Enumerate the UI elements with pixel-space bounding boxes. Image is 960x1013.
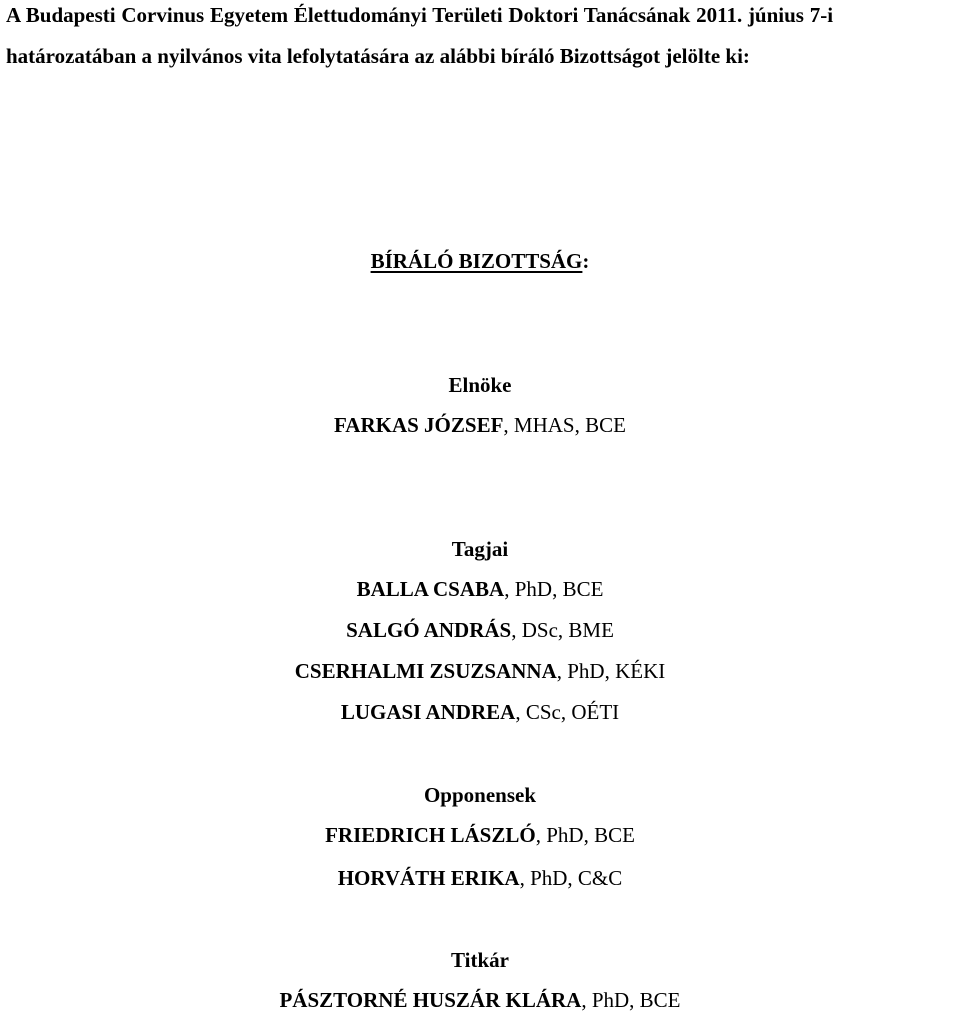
secretary-entry <box>0 987 960 1013</box>
member-name: SALGÓ ANDRÁS <box>346 618 512 642</box>
chair-name: FARKAS JÓZSEF <box>334 413 504 437</box>
member-entry <box>0 617 960 643</box>
opponent-suffix: , PhD, BCE <box>535 823 635 847</box>
member-entry <box>0 699 960 725</box>
member-name: BALLA CSABA <box>356 577 505 601</box>
member-suffix: , PhD, BCE <box>504 577 604 601</box>
committee-heading-text: BÍRÁLÓ BIZOTTSÁG <box>370 249 583 273</box>
opponent-name: FRIEDRICH LÁSZLÓ <box>325 823 536 847</box>
committee-heading-colon: : <box>582 249 590 273</box>
intro-line-1: A Budapesti Corvinus Egyetem Élettudományi Területi Doktori Tanácsának 2011. június 7-i <box>6 3 834 27</box>
member-name: LUGASI ANDREA <box>340 700 516 724</box>
opponent-suffix: , PhD, C&C <box>519 866 623 890</box>
chair-entry <box>0 412 960 438</box>
opponent-entry <box>0 865 960 891</box>
chair-label: Elnöke <box>448 373 512 397</box>
opponent-name: HORVÁTH ERIKA <box>337 866 520 890</box>
secretary-label: Titkár <box>451 948 509 972</box>
member-entry <box>0 658 960 684</box>
member-name: CSERHALMI ZSUZSANNA <box>294 659 557 683</box>
secretary-suffix: , PhD, BCE <box>581 988 681 1012</box>
member-suffix: , DSc, BME <box>511 618 614 642</box>
member-entry <box>0 576 960 602</box>
member-suffix: , PhD, KÉKI <box>556 659 666 683</box>
intro-line-2: határozatában a nyilvános vita lefolytatására az alábbi bíráló Bizottságot jelölte ki: <box>6 44 750 68</box>
opponent-entry <box>0 822 960 848</box>
committee-heading <box>0 248 960 274</box>
member-suffix: , CSc, OÉTI <box>515 700 620 724</box>
chair-suffix: , MHAS, BCE <box>503 413 626 437</box>
secretary-name: PÁSZTORNÉ HUSZÁR KLÁRA <box>279 988 582 1012</box>
members-label: Tagjai <box>451 537 509 561</box>
opponents-label: Opponensek <box>423 783 537 807</box>
